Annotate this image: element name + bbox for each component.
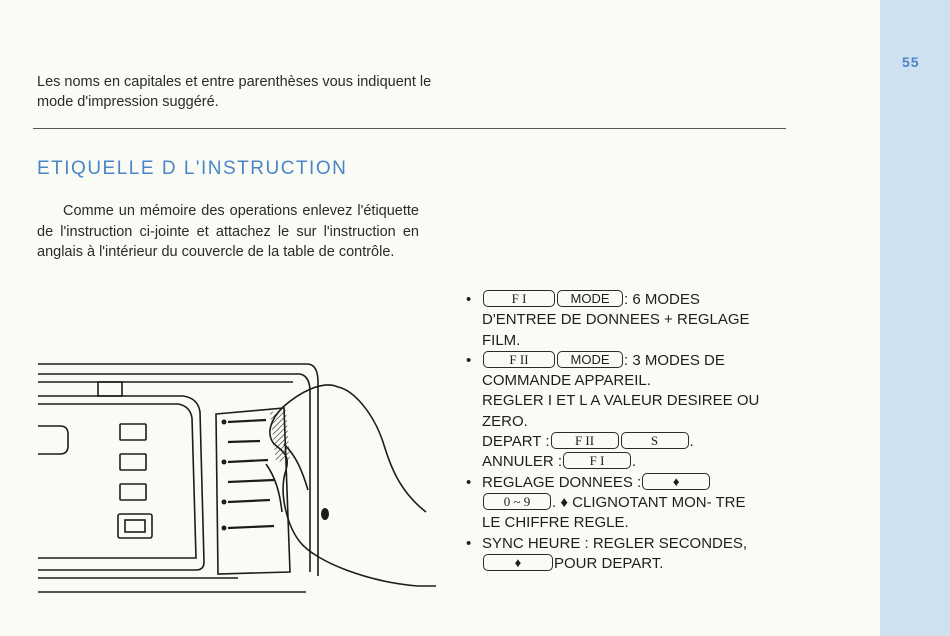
body-paragraph: Comme un mémoire des operations enlevez l'étiquette de l'instruction ci-jointe et attachez le sur l'instruction en anglais à l'intérieur du couvercle de la table de contrôle.: [37, 203, 419, 260]
divider: [33, 128, 786, 129]
key-f2: F II: [551, 432, 619, 449]
page-edge-band: [880, 0, 950, 636]
key-diamond: ♦: [483, 554, 553, 571]
intro-text: Les noms en capitales et entre parenthèses vous indiquent le mode d'impression suggéré.: [37, 74, 432, 110]
instruction-list: [466, 290, 766, 574]
key-mode: MODE: [557, 351, 623, 368]
key-diamond: ♦: [642, 473, 710, 490]
key-f1: F I: [483, 290, 555, 307]
item-text: . ♦ CLIGNOTANT MON- TRE LE CHIFFRE REGLE.: [482, 493, 746, 532]
depart-line: DEPART : F II S .: [482, 433, 694, 451]
item-text: REGLER I ET L A VALEUR DESIREE OU ZERO.: [482, 392, 760, 430]
item-text: : 6 MODES D'ENTREE DE DONNEES + REGLAGE FILM.: [482, 291, 750, 349]
key-0-9: 0 ~ 9: [483, 493, 551, 510]
list-item: • REGLAGE DONNEES : ♦ 0 ~ 9 . ♦ CLIGNOTANT MON- TRE LE CHIFFRE REGLE.: [466, 473, 746, 532]
page-number: 55: [902, 54, 920, 70]
list-item: • F II MODE : 3 MODES DE COMMANDE APPAREIL. REGLER I ET L A VALEUR DESIREE OU ZERO. DEPART : F II S . ANNULER : F I .: [466, 351, 766, 473]
key-f1: F I: [563, 452, 631, 469]
list-item: • F I MODE : 6 MODES D'ENTREE DE DONNEES + REGLAGE FILM.: [466, 291, 750, 349]
key-mode: MODE: [557, 290, 623, 307]
item-text: POUR DEPART.: [554, 554, 664, 572]
section-title: ETIQUELLE D L'INSTRUCTION: [37, 158, 348, 179]
list-item: • SYNC HEURE : REGLER SECONDES,♦ POUR DEPART.: [466, 534, 748, 572]
key-f2: F II: [483, 351, 555, 368]
control-panel-illustration: [38, 352, 438, 604]
annuler-line: ANNULER : F I .: [482, 453, 637, 471]
key-s: S: [621, 432, 689, 449]
item-text: : 3 MODES DE COMMANDE APPAREIL.: [482, 351, 725, 390]
